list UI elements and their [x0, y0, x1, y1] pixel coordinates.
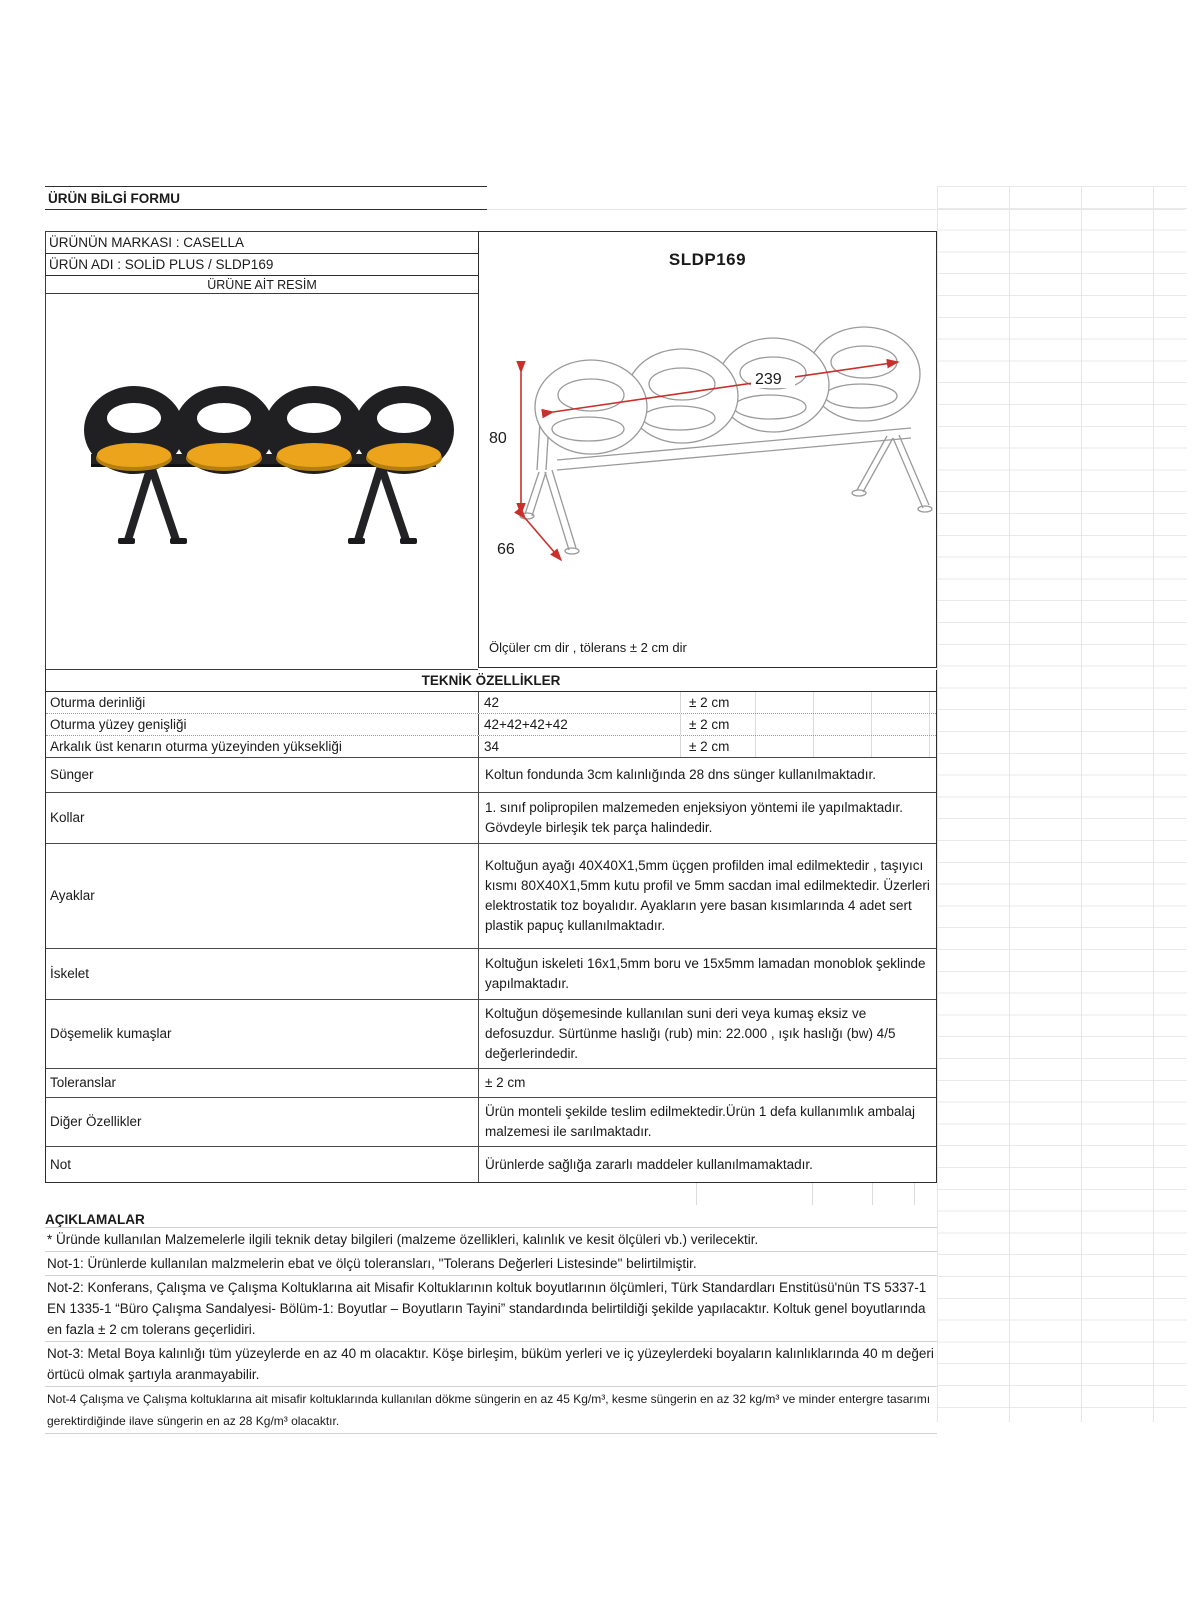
spec-label: Ayaklar: [46, 844, 479, 948]
empty-grid-strip: [45, 1183, 937, 1205]
bench-legs: [128, 466, 406, 540]
note-row: Not-4 Çalışma ve Çalışma koltuklarına ait misafir koltuklarında kullanılan dökme süngerin en az 45 Kg/m³, kesme süngerin en az 32 kg/m³ ve minder entergre tasarımı gerektirdiğinde ilave süngerin en az 28 Kg/m³ olacaktır.: [45, 1387, 937, 1434]
spec-row-legs: [46, 844, 936, 949]
dim-width-label: 239: [755, 371, 782, 388]
dim-height-label: 80: [489, 430, 507, 447]
spec-value: ± 2 cm: [485, 1075, 526, 1090]
spec-label: Oturma yüzey genişliği: [46, 714, 479, 735]
dimensions-note: Ölçüler cm dir , tölerans ± 2 cm dir: [489, 640, 687, 655]
bench-feet: [118, 538, 417, 544]
chair-3: [264, 386, 364, 474]
note-row: Not-2: Konferans, Çalışma ve Çalışma Koltuklarına ait Misafir Koltuklarının koltuk boyutlarının ölçümleri, Türk Standardları Enstitüsü'nün TS 5337-1 EN 1335-1 “Büro Çalışma Sandalyesi- Bölüm-1: Boyutlar – Boyutların Tayini” standardında belirtildiği şekilde yapılacaktır. Koltuk genel boyutlarında en fazla ± 2 cm tolerans geçerlidiri.: [45, 1276, 937, 1342]
grid-line: [696, 1183, 697, 1205]
model-code: SLDP169: [668, 250, 747, 269]
spec-label: Not: [46, 1147, 479, 1182]
spec-value: 1. sınıf polipropilen malzemeden enjeksiyon yöntemi ile yapılmaktadır. Gövdeyle birleşik tek parça halindedir.: [485, 800, 903, 835]
tech-specs-table: [45, 692, 937, 1183]
product-photo-box: [46, 294, 478, 669]
dim-depth-label: 66: [497, 541, 515, 558]
spec-row-note: [46, 1147, 936, 1182]
spec-row-seat-width: [46, 714, 936, 736]
spec-label: Arkalık üst kenarın oturma yüzeyinden yüksekliği: [46, 736, 479, 757]
chair-outlines: [535, 327, 920, 454]
spec-row-back-height: [46, 736, 936, 758]
spacer-row: [45, 210, 937, 231]
empty-cell: [813, 692, 871, 713]
empty-cell: [871, 714, 929, 735]
brand-line: ÜRÜNÜN MARKASI : CASELLA: [46, 232, 478, 254]
form-title: ÜRÜN BİLGİ FORMU: [45, 186, 487, 210]
spec-row-other: [46, 1098, 936, 1147]
bench-line-drawing: [479, 232, 935, 665]
grid-line: [812, 1183, 813, 1205]
product-name-line: ÜRÜN ADI : SOLİD PLUS / SLDP169: [45, 253, 479, 276]
spec-label: Toleranslar: [46, 1069, 479, 1097]
empty-cell: [755, 714, 813, 735]
spec-label: İskelet: [46, 949, 479, 999]
empty-cell: [755, 736, 813, 757]
explanations-header: AÇIKLAMALAR: [45, 1212, 145, 1227]
spec-value: Ürün monteli şekilde teslim edilmektedir.Ürün 1 defa kullanımlık ambalaj malzemesi ile sarılmaktadır.: [485, 1104, 915, 1139]
grid-line: [872, 1183, 873, 1205]
chair-1: [84, 386, 184, 474]
spec-tolerance: ± 2 cm: [680, 736, 755, 757]
chair-4: [354, 386, 454, 474]
spec-value: 42+42+42+42: [484, 716, 568, 732]
note-row: Not-3: Metal Boya kalınlığı tüm yüzeylerde en az 40 m olacaktır. Köşe birleşim, büküm yerleri ve iç yüzeylerdeki boyaların kalınlıklarında 40 m değeri örtücü olmak şartıyla aranmayabilir.: [45, 1342, 937, 1387]
image-caption: ÜRÜNE AİT RESİM: [46, 276, 478, 294]
spec-value: 42: [484, 694, 500, 710]
empty-cell: [929, 692, 936, 713]
grid-line: [914, 1183, 915, 1205]
empty-cell: [755, 692, 813, 713]
empty-cell: [871, 692, 929, 713]
spec-value: 34: [484, 738, 500, 754]
empty-cell: [871, 736, 929, 757]
spec-tolerance: ± 2 cm: [680, 714, 755, 735]
spec-label: Diğer Özellikler: [46, 1098, 479, 1146]
spec-row-seat-depth: [46, 692, 936, 714]
spec-row-frame: [46, 949, 936, 1000]
spec-value: Koltuğun döşemesinde kullanılan suni deri veya kumaş eksiz ve defosuzdur. Sürtünme haslığı (rub) min: 22.000 , ışık haslığı (bw) 4/5 değerlerindedir.: [485, 1006, 896, 1061]
technical-drawing-box: [478, 231, 937, 668]
spec-value: Koltuğun ayağı 40X40X1,5mm üçgen profilden imal edilmektedir , taşıyıcı kısmı 80X40X1,5mm kutu profil ve 5mm sacdan imal edilmektedir. Üzerleri elektrostatik toz boyalıdır. Ayakların yere basan kısımlarında 4 adet sert plastik papuç kullanılmaktadır.: [485, 858, 930, 933]
spec-value: Ürünlerde sağlığa zararlı maddeler kullanılmamaktadır.: [485, 1156, 813, 1172]
spec-label: Sünger: [46, 758, 479, 792]
product-identity-column: [45, 231, 478, 670]
bench-photo: [46, 294, 479, 669]
note-row: Not-1: Ürünlerde kullanılan malzmelerin ebat ve ölçü toleransları, "Tolerans Değerleri Listesinde" belirtilmiştir.: [45, 1252, 937, 1276]
empty-cell: [929, 736, 936, 757]
spec-value: Koltun fondunda 3cm kalınlığında 28 dns sünger kullanılmaktadır.: [485, 767, 876, 782]
empty-cell: [929, 714, 936, 735]
spec-row-foam: [46, 758, 936, 793]
spec-label: Kollar: [46, 793, 479, 843]
header-and-images: [45, 231, 937, 670]
tech-specs-header: TEKNİK ÖZELLİKLER: [45, 670, 937, 692]
spec-label: Oturma derinliği: [46, 692, 479, 713]
dim-depth-arrow: [525, 518, 561, 560]
empty-cell: [813, 736, 871, 757]
spec-value: Koltuğun iskeleti 16x1,5mm boru ve 15x5mm lamadan monoblok şeklinde yapılmaktadır.: [485, 956, 926, 991]
spec-label: Döşemelik kumaşlar: [46, 1000, 479, 1068]
spec-tolerance: ± 2 cm: [680, 692, 755, 713]
explanations-list: [45, 1227, 937, 1434]
document-body: [45, 186, 937, 1434]
spreadsheet-grid-background: [937, 186, 1187, 1422]
spec-row-tolerances: [46, 1069, 936, 1098]
chair-2: [174, 386, 274, 474]
spec-row-upholstery: [46, 1000, 936, 1069]
spec-row-arms: [46, 793, 936, 844]
empty-cell: [813, 714, 871, 735]
note-row: * Üründe kullanılan Malzemelerle ilgili teknik detay bilgileri (malzeme özellikleri, kalınlık ve kesit ölçüleri vb.) verilecektir.: [45, 1227, 937, 1252]
